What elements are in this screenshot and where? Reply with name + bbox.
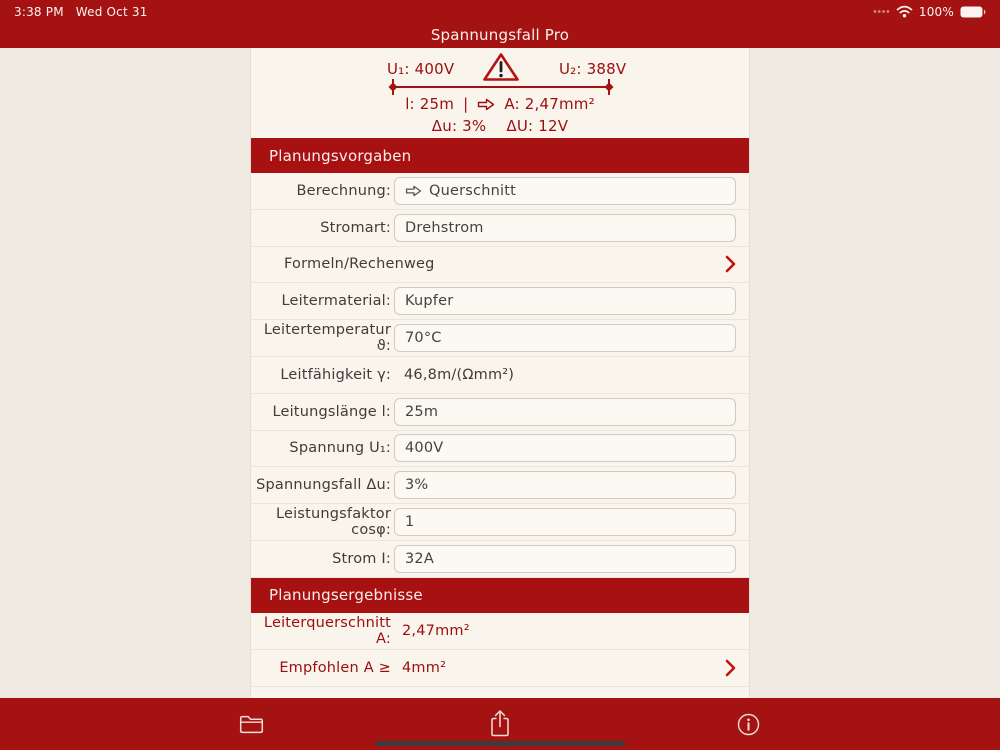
- diagram-length-area-line: [251, 95, 749, 113]
- form-row-spannung: [251, 431, 749, 468]
- spannung-value: 400V: [405, 440, 444, 457]
- leitermaterial-label: Leitermaterial:: [281, 293, 391, 310]
- folder-button[interactable]: [227, 698, 275, 750]
- empfohlen-label: Empfohlen A ≥: [279, 659, 391, 676]
- status-bar: [0, 0, 1000, 21]
- cellular-signal-icon: [873, 9, 890, 14]
- strom-input[interactable]: [394, 545, 736, 573]
- diagram-voltage-drop-line: [251, 117, 749, 135]
- strom-label: Strom I:: [332, 550, 391, 567]
- leitertemperatur-label: Leitertemperatur ϑ:: [263, 322, 391, 355]
- leitungslaenge-value: 25m: [405, 403, 439, 420]
- voltage-u1-label: U₁: 400V: [387, 60, 455, 78]
- page-title: Spannungsfall Pro: [430, 25, 570, 44]
- battery-icon: [960, 6, 986, 18]
- arrow-icon: [477, 98, 495, 111]
- status-right: [873, 5, 986, 19]
- chevron-right-icon: [725, 659, 736, 677]
- leitermaterial-input[interactable]: [394, 287, 736, 315]
- content-area: [0, 48, 1000, 698]
- stromart-value: Drehstrom: [405, 219, 484, 236]
- spannungsfall-input[interactable]: [394, 471, 736, 499]
- leitungslaenge-label: Leitungslänge l:: [272, 403, 391, 420]
- top-bar: [0, 0, 1000, 48]
- section-header-planungsvorgaben: Planungsvorgaben: [251, 138, 749, 173]
- berechnung-label: Berechnung:: [296, 182, 391, 199]
- leitertemperatur-value: 70°C: [405, 330, 442, 347]
- wifi-icon: [896, 5, 913, 18]
- content-column: [250, 48, 750, 698]
- delta-u-volts-label: ΔU: 12V: [506, 117, 569, 135]
- formeln-rechenweg-row[interactable]: [251, 247, 749, 284]
- form-row-berechnung: [251, 173, 749, 210]
- separator-bar: |: [463, 95, 469, 113]
- info-icon: [737, 713, 760, 736]
- section-header-planungsergebnisse: Planungsergebnisse: [251, 578, 749, 613]
- spannungsfall-value: 3%: [405, 477, 429, 494]
- chevron-right-icon: [725, 255, 736, 273]
- result-row-leiterquerschnitt: [251, 613, 749, 650]
- spannung-input[interactable]: [394, 434, 736, 462]
- formeln-rechenweg-label: Formeln/Rechenweg: [284, 256, 435, 273]
- berechnung-input[interactable]: [394, 177, 736, 205]
- form-row-leistungsfaktor: [251, 504, 749, 541]
- form-row-leitungslaenge: [251, 394, 749, 431]
- form-row-stromart: [251, 210, 749, 247]
- info-button[interactable]: [724, 698, 772, 750]
- battery-percent: 100%: [918, 4, 954, 19]
- leitermaterial-value: Kupfer: [405, 293, 454, 310]
- share-icon: [488, 709, 512, 739]
- leistungsfaktor-value: 1: [405, 514, 415, 531]
- dimension-line: [387, 78, 615, 96]
- leiterquerschnitt-value: 2,47mm²: [402, 622, 470, 639]
- result-row-empfohlen[interactable]: [251, 650, 749, 687]
- folder-icon: [239, 714, 264, 735]
- delta-u-percent-label: Δu: 3%: [431, 117, 487, 135]
- status-left: [14, 5, 148, 19]
- leitertemperatur-input[interactable]: [394, 324, 736, 352]
- leitfaehigkeit-label: Leitfähigkeit γ:: [280, 366, 391, 383]
- form-row-leitermaterial: [251, 283, 749, 320]
- form-row-leitfaehigkeit: [251, 357, 749, 394]
- nav-bar: [0, 21, 1000, 48]
- form-row-spannungsfall: [251, 467, 749, 504]
- leitungslaenge-input[interactable]: [394, 398, 736, 426]
- spannungsfall-label: Spannungsfall Δu:: [256, 477, 391, 494]
- strom-value: 32A: [405, 550, 434, 567]
- leistungsfaktor-label: Leistungsfaktor cosφ:: [275, 506, 391, 539]
- form-row-strom: [251, 541, 749, 578]
- stromart-label: Stromart:: [320, 219, 391, 236]
- leistungsfaktor-input[interactable]: [394, 508, 736, 536]
- spannung-label: Spannung U₁:: [289, 440, 391, 457]
- leitfaehigkeit-value: 46,8m/(Ωmm²): [404, 366, 515, 383]
- circuit-diagram: [251, 48, 749, 138]
- status-time: 3:38 PM: [14, 4, 64, 19]
- leiterquerschnitt-label: Leiterquerschnitt A:: [263, 614, 391, 647]
- empfohlen-value: 4mm²: [402, 659, 447, 676]
- berechnung-value: Querschnitt: [429, 182, 516, 199]
- stromart-input[interactable]: [394, 214, 736, 242]
- voltage-u2-label: U₂: 388V: [559, 60, 627, 78]
- form-row-leitertemperatur: [251, 320, 749, 357]
- status-date: Wed Oct 31: [75, 4, 148, 19]
- length-label: l: 25m: [405, 95, 455, 113]
- arrow-icon: [405, 185, 422, 197]
- area-label: A: 2,47mm²: [504, 95, 595, 113]
- home-indicator[interactable]: [375, 741, 625, 746]
